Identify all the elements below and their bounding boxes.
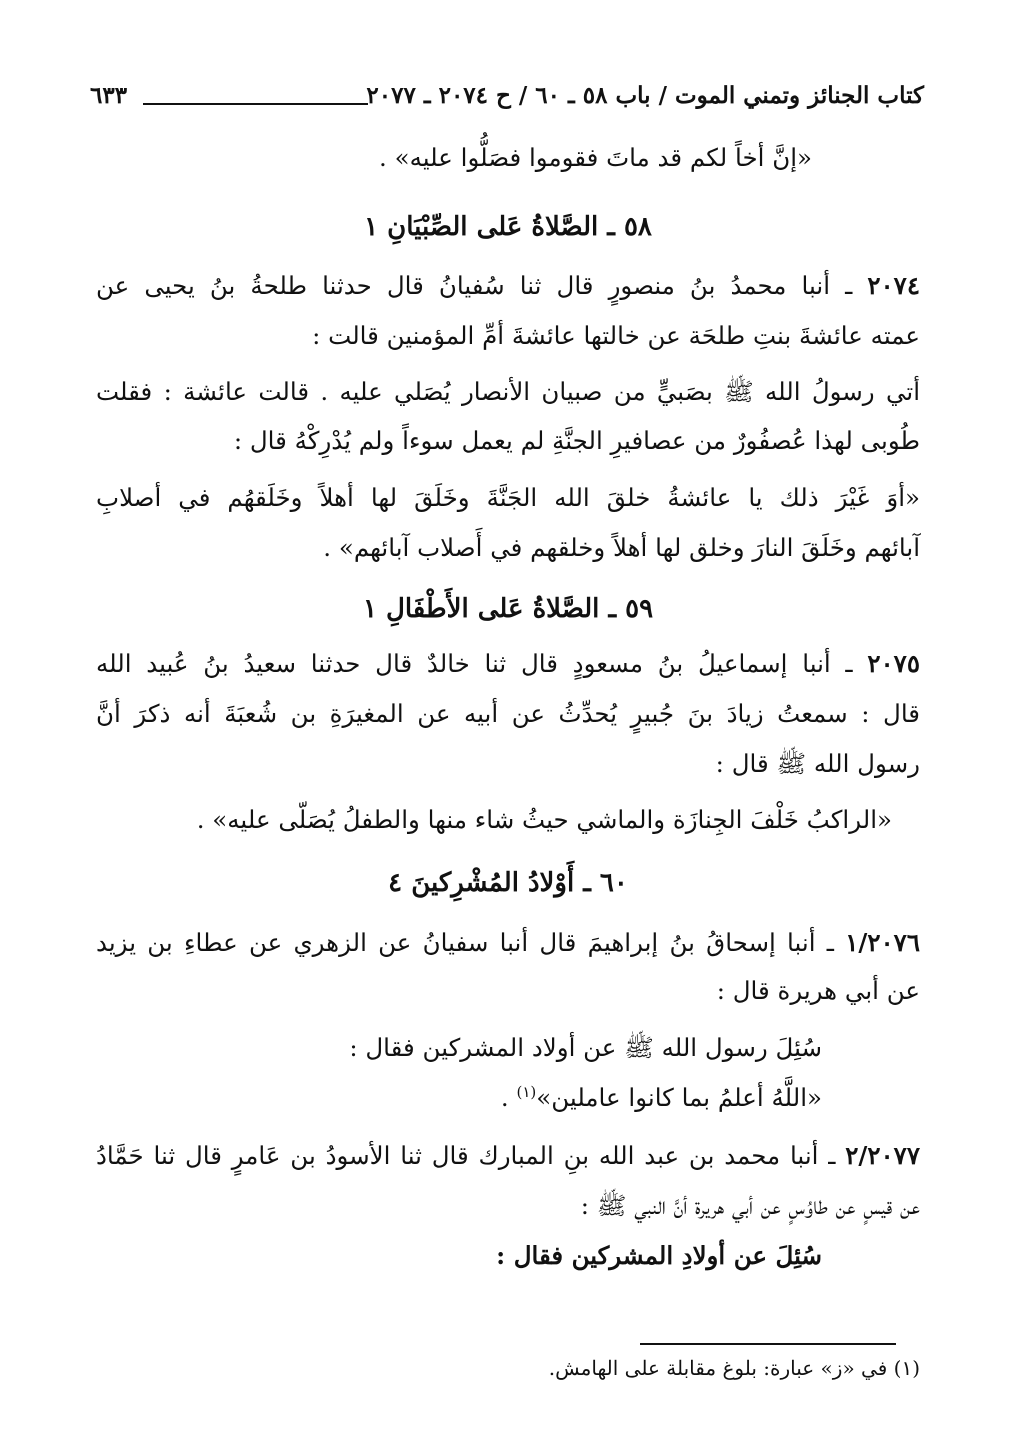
footnote-marker: (١) [516, 1082, 537, 1101]
text-line: أتي رسولُ الله ﷺ بصَبيٍّ من صبيان الأنصار يُصَلي عليه . قالت عائشة : فقلت [96, 377, 920, 406]
text-line [96, 646, 920, 682]
chapter-heading: ٦٠ ـ أَوْلادُ المُشْرِكينَ ٤ [388, 868, 628, 898]
header-rule [143, 103, 368, 105]
text-line: سُئِلَ عن أولادِ المشركين فقال : [496, 1241, 822, 1270]
text-span: ـ أنبا محمد بن عبد الله بنِ المبارك قال ثنا الأسودُ بن عَامرٍ قال ثنا حَمَّادُ [96, 1141, 836, 1170]
text-line: عن قيسٍ عن طاوُسٍ عن أبي هريرة أنَّ النبي ﷺ : [580, 1191, 920, 1220]
text-span: ـ أنبا إسماعيلُ بنُ مسعودٍ قال ثنا خالدٌ قال حدثنا سعيدُ بنُ عُبيد الله [96, 649, 853, 678]
text-line: «أوَ غَيْرَ ذلك يا عائشةُ خلقَ الله الجَنَّةَ وخَلَقَ لها أهلاً وخَلَقهُم في أصلابِ [96, 483, 920, 512]
text-line: رسول الله ﷺ قال : [715, 749, 920, 778]
text-span: ـ أنبا محمدُ بنُ منصورٍ قال ثنا سُفيانُ قال حدثنا طلحةُ بنُ يحيى عن [96, 271, 853, 300]
page-number: ٦٣٣ [90, 82, 128, 109]
text-line: «الراكبُ خَلْفَ الجِنازَة والماشي حيثُ شاء منها والطفلُ يُصَلّى عليه» . [196, 805, 892, 834]
hadith-number: ١/٢٠٧٦ [845, 928, 920, 957]
running-header-title: كتاب الجنائز وتمني الموت / باب ٥٨ ـ ٦٠ / ح ٢٠٧٤ ـ ٢٠٧٧ [366, 82, 924, 109]
text-line: عن أبي هريرة قال : [716, 976, 920, 1005]
text-line [96, 268, 920, 304]
text-span: «اللَّهُ أعلمُ بما كانوا عاملين» [536, 1083, 822, 1112]
text-line: سُئِلَ رسول الله ﷺ عن أولاد المشركين فقال : [349, 1033, 822, 1062]
footnote: (١) في «ز» عبارة: بلوغ مقابلة على الهامش. [548, 1356, 920, 1380]
chapter-heading: ٥٩ ـ الصَّلاةُ عَلى الأَطْفَالِ ١ [362, 594, 654, 624]
footnote-rule [640, 1343, 896, 1345]
text-line: «اللَّهُ أعلمُ بما كانوا عاملين»$^{(١)}$ . [500, 1082, 822, 1112]
text-line: آبائهم وخَلَقَ النارَ وخلق لها أهلاً وخلقهم في أَصلاب آبائهم» . [323, 533, 920, 562]
hadith-number: ٢٠٧٤ [867, 271, 920, 300]
chapter-heading: ٥٨ ـ الصَّلاةُ عَلى الصِّبْيَانِ ١ [364, 212, 652, 242]
hadith-number: ٢٠٧٥ [867, 649, 920, 678]
text-line: عمته عائشةَ بنتِ طلحَة عن خالتها عائشةَ أمِّ المؤمنين قالت : [312, 321, 920, 350]
hadith-number: ٢/٢٠٧٧ [845, 1141, 920, 1170]
text-line [96, 1138, 920, 1174]
text-line [96, 925, 920, 961]
text-line: طُوبى لهذا عُصفُورٌ من عصافيرِ الجنَّةِ لم يعمل سوءاً ولم يُدْرِكْهُ قال : [233, 426, 920, 455]
text-line: قال : سمعتُ زيادَ بنَ جُبيرٍ يُحدِّثُ عن أبيه عن المغيرَةِ بن شُعبَةَ أنه ذكرَ أنَّ [96, 699, 920, 728]
text-line: «إنَّ أخاً لكم قد ماتَ فقوموا فصَلُّوا عليه» . [379, 143, 812, 172]
text-span: ـ أنبا إسحاقُ بنُ إبراهيمَ قال أنبا سفيانُ عن الزهري عن عطاءِ بن يزيد [96, 928, 834, 957]
